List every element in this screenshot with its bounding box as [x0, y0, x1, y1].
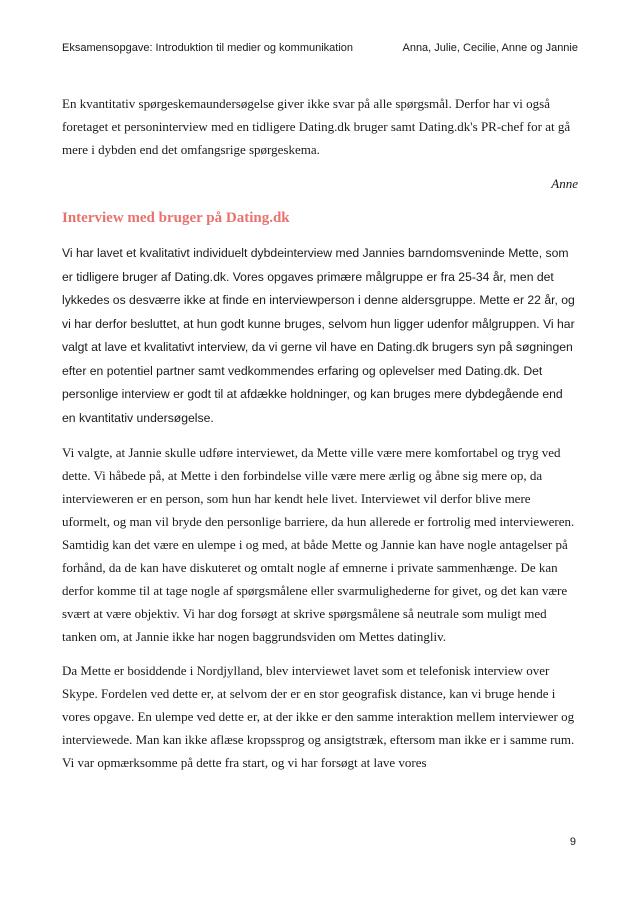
author-signature: Anne	[551, 176, 578, 191]
header-title: Eksamensopgave: Introduktion til medier og kommunikation	[62, 42, 354, 54]
page-header	[62, 42, 578, 54]
intro-paragraph: En kvantitativ spørgeskemaundersøgelse giver ikke svar på alle spørgsmål. Derfor har vi også foretaget et personinterview med en tidligere Dating.dk bruger samt Dating.dk's PR-chef for at gå mere i dybden end det omfangsrige spørgeskema.	[62, 96, 571, 157]
page-number: 9	[569, 836, 576, 848]
body-paragraph: Da Mette er bosiddende i Nordjylland, blev interviewet lavet som et telefonisk interview over Skype. Fordelen ved dette er, at selvom der er en stor geografisk distance, kan vi bruge hende i vores opgave. En ulempe ved dette er, at der ikke er den samme interaktion mellem interviewer og interviewede. Man kan ikke aflæse kropssprog og ansigtstræk, eftersom man ikke er i samme rum. Vi var opmærksomme på dette fra start, og vi har forsøgt at lave vores	[62, 663, 575, 770]
header-authors: Anna, Julie, Cecilie, Anne og Jannie	[402, 42, 578, 54]
body-paragraph: Vi har lavet et kvalitativt individuelt dybdeinterview med Jannies barndomsveninde Mette, som er tidligere bruger af Dating.dk. Vores opgaves primære målgruppe er fra 25-34 år, men det lykkedes os desværre ikke at finde en interviewperson i denne aldersgruppe. Mette er 22 år, og vi har derfor besluttet, at hun godt kunne bruges, selvom hun ligger udenfor målgruppen. Vi har valgt at lave et kvalitativt interview, da vi gerne vil have en Dating.dk brugers syn på søgningen efter en potentiel partner samt vedkommendes erfaring og oplevelser med Dating.dk. Det personlige interview er godt til at afdække holdninger, og kan bruges mere dybdegående end en kvantitativ undersøgelse.	[62, 246, 575, 425]
body-paragraph: Vi valgte, at Jannie skulle udføre interviewet, da Mette ville være mere komfortabel og tryg ved dette. Vi håbede på, at Mette i den forbindelse ville være mere ærlig og åbne sig mere op, da intervieweren er en person, som hun har kendt hele livet. Interviewet vil derfor blive mere uformelt, og man vil bryde den personlige barriere, da hun allerede er fortrolig med intervieweren. Samtidig kan det være en ulempe i og med, at både Mette og Jannie kan have nogle antagelser på forhånd, da de kan have diskuteret og omtalt nogle af emnerne i private sammenhænge. De kan derfor komme til at tage nogle af spørgsmålene eller svarmulighederne for givet, og det kan være svært at være objektiv. Vi har dog forsøgt at skrive spørgsmålene så neutrale som muligt med tanken om, at Jannie ikke har nogen baggrundsviden om Mettes datingliv.	[62, 445, 575, 644]
page-body	[62, 92, 578, 785]
section-heading: Interview med bruger på Dating.dk	[62, 210, 290, 226]
